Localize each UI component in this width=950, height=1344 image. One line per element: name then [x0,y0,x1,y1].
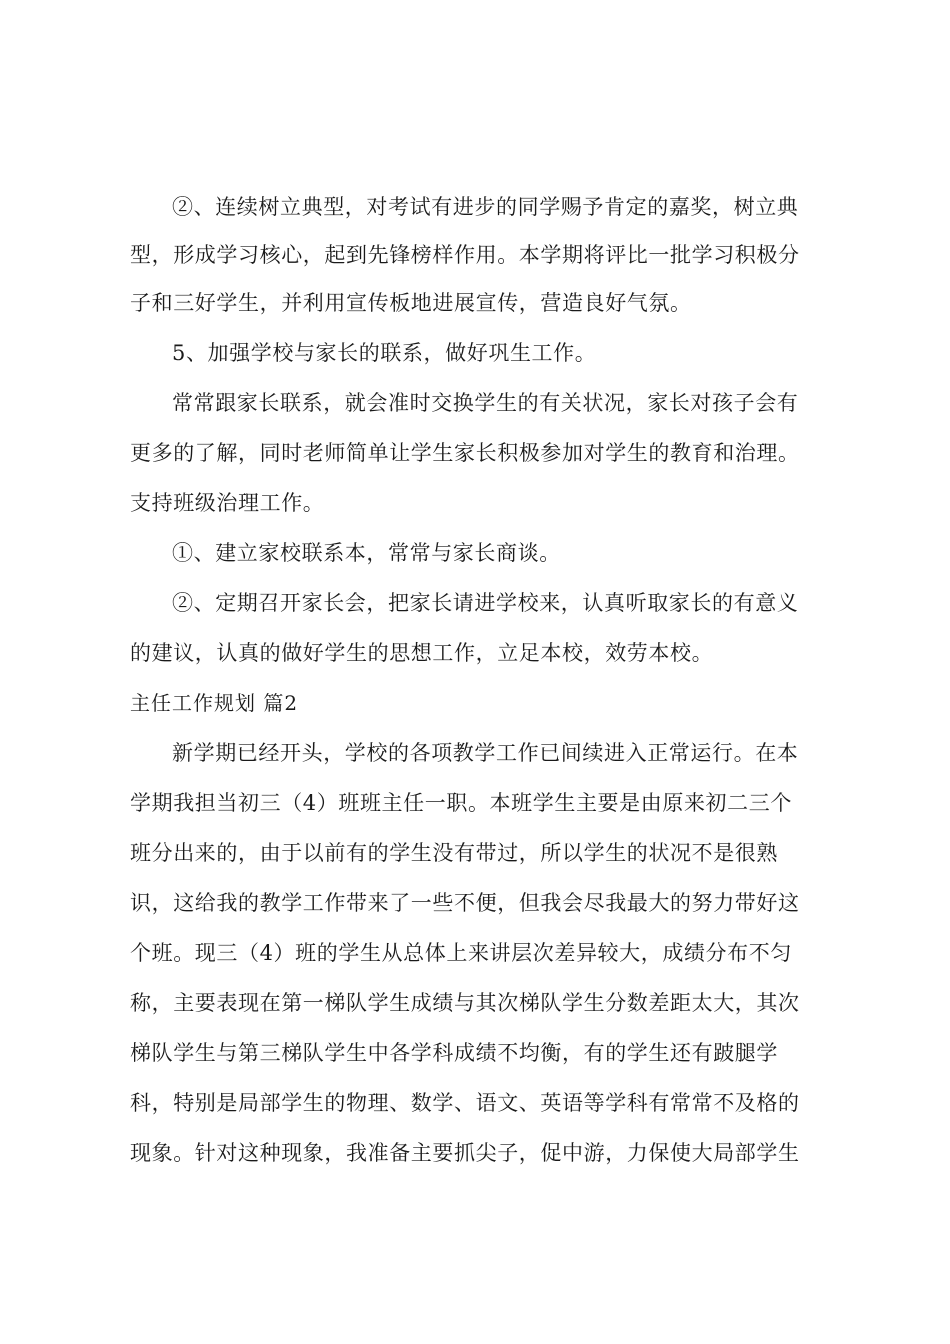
paragraph-line: 5、加强学校与家长的联系，做好巩生工作。 [172,341,597,365]
paragraph-line: 的建议，认真的做好学生的思想工作，立足本校，效劳本校。 [130,641,714,665]
paragraph-line: ①、建立家校联系本，常常与家长商谈。 [172,541,561,565]
paragraph-line: 学期我担当初三（4）班班主任一职。本班学生主要是由原来初二三个 [130,791,792,815]
paragraph-line: 常常跟家长联系，就会准时交换学生的有关状况，家长对孩子会有 [172,391,799,415]
paragraph-line: 支持班级治理工作。 [130,491,325,515]
paragraph-line: 称，主要表现在第一梯队学生成绩与其次梯队学生分数差距太大，其次 [130,991,800,1015]
paragraph-line: 更多的了解，同时老师简单让学生家长积极参加对学生的教育和治理。 [130,441,800,465]
paragraph-line: 子和三好学生，并利用宣传板地进展宣传，营造良好气氛。 [130,291,692,315]
paragraph-line: 新学期已经开头，学校的各项教学工作已间续进入正常运行。在本 [172,741,799,765]
paragraph-line: ②、定期召开家长会，把家长请进学校来，认真听取家长的有意义 [172,591,799,615]
paragraph-line: 现象。针对这种现象，我准备主要抓尖子，促中游，力保使大局部学生 [130,1141,800,1165]
paragraph-line: 识，这给我的教学工作带来了一些不便，但我会尽我最大的努力带好这 [130,891,800,915]
paragraph-line: 个班。现三（4）班的学生从总体上来讲层次差异较大，成绩分布不匀 [130,941,792,965]
paragraph-line: 科，特别是局部学生的物理、数学、语文、英语等学科有常常不及格的 [130,1091,800,1115]
paragraph-line: 班分出来的，由于以前有的学生没有带过，所以学生的状况不是很熟 [130,841,778,865]
paragraph-line: ②、连续树立典型，对考试有进步的同学赐予肯定的嘉奖，树立典 [172,195,799,219]
paragraph-line: 型，形成学习核心，起到先锋榜样作用。本学期将评比一批学习积极分 [130,243,800,267]
paragraph-line: 梯队学生与第三梯队学生中各学科成绩不均衡，有的学生还有跛腿学 [130,1041,778,1065]
section-heading: 主任工作规划 篇2 [130,691,299,715]
